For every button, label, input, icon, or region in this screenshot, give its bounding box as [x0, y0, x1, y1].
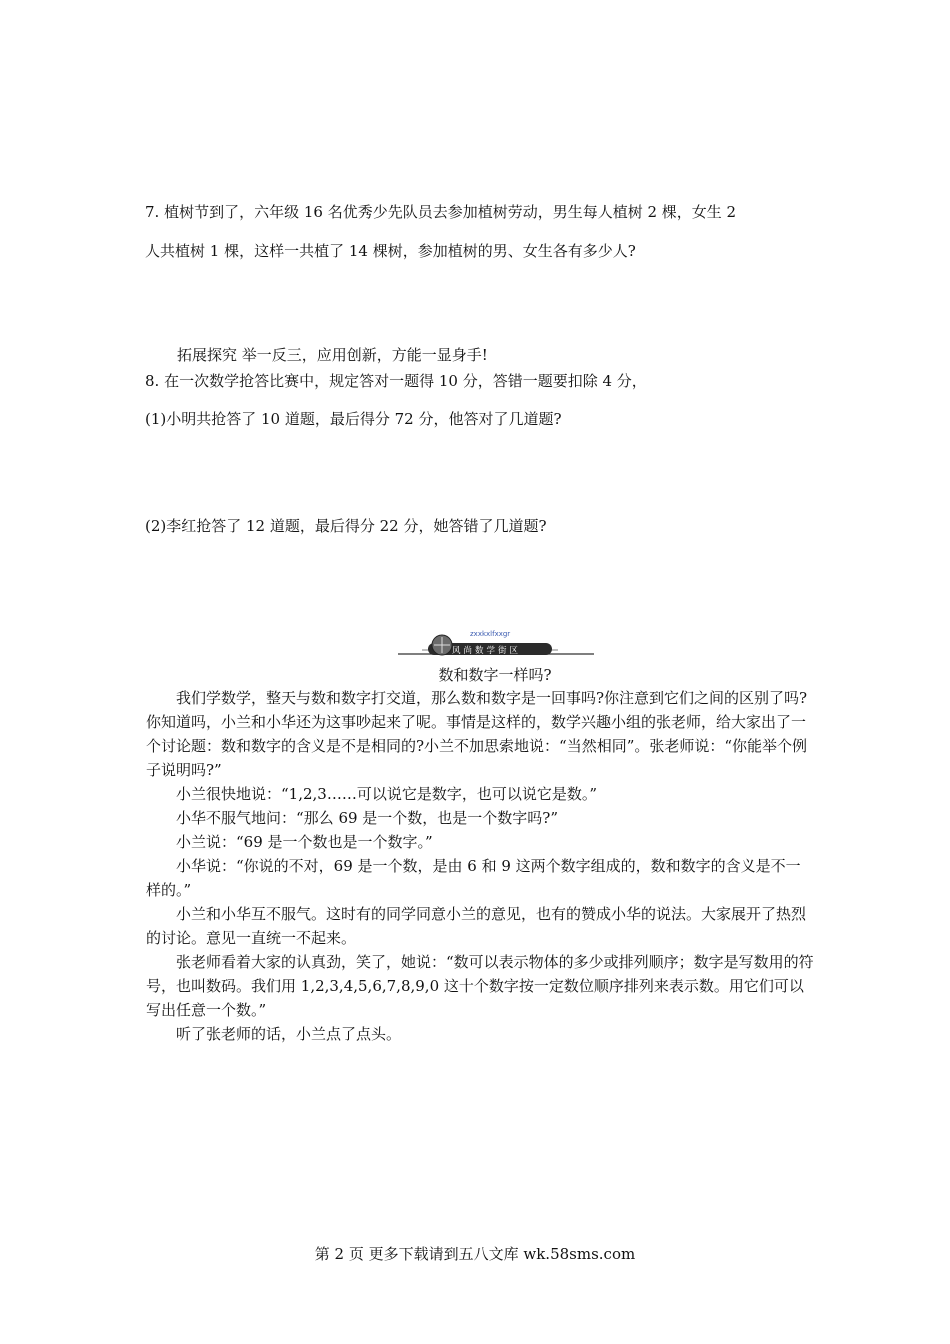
reading-paragraph: 小华说：“你说的不对，69 是一个数，是由 6 和 9 这两个数字组成的，数和数字的含义是不一样的。”	[146, 857, 801, 899]
reading-paragraph: 听了张老师的话，小兰点了点头。	[176, 1025, 402, 1043]
question-8: 8. 在一次数学抢答比赛中，规定答对一题得 10 分，答错一题要扣除 4 分，	[145, 372, 647, 390]
page-footer: 第 2 页 更多下载请到五八文库 wk.58sms.com	[314, 1245, 636, 1263]
banner-label: 风尚数学街区	[452, 646, 522, 656]
reading-paragraph: 小兰说：“69 是一个数也是一个数字。”	[176, 833, 433, 851]
banner-small-text: zxxkxlfxxgr	[470, 630, 511, 638]
reading-paragraph: 小华不服气地问：“那么 69 是一个数，也是一个数字吗?”	[176, 809, 559, 827]
question-7-line-1: 7. 植树节到了，六年级 16 名优秀少先队员去参加植树劳动，男生每人植树 2 棵，女生 2	[145, 203, 737, 221]
extension-heading: 拓展探究 举一反三，应用创新，方能一显身手!	[177, 346, 488, 364]
reading-paragraph: 我们学数学，整天与数和数字打交道，那么数和数字是一回事吗?你注意到它们之间的区别了吗?你知道吗，小兰和小华还为这事吵起来了呢。事情是这样的，数学兴趣小组的张老师，给大家出了一个讨论题：数和数字的含义是不是相同的?小兰不加思索地说：“当然相同”。张老师说：“你能举个例子说明吗?”	[146, 689, 808, 779]
reading-title: 数和数字一样吗?	[438, 666, 552, 684]
question-7-line-2: 人共植树 1 棵，这样一共植了 14 棵树，参加植树的男、女生各有多少人?	[145, 242, 636, 260]
reading-body	[146, 686, 814, 1046]
question-8-part-1: (1)小明共抢答了 10 道题，最后得分 72 分，他答对了几道题?	[145, 410, 562, 428]
question-8-part-2: (2)李红抢答了 12 道题，最后得分 22 分，她答错了几道题?	[145, 517, 547, 535]
reading-paragraph: 张老师看着大家的认真劲，笑了，她说：“数可以表示物体的多少或排列顺序；数字是写数用的符号，也叫数码。我们用 1,2,3,4,5,6,7,8,9,0 这十个数字按一定数位顺序排列来表示数。用它们可以写出任意一个数。”	[146, 953, 814, 1019]
reading-paragraph: 小兰很快地说：“1,2,3……可以说它是数字，也可以说它是数。”	[176, 785, 598, 803]
reading-paragraph: 小兰和小华互不服气。这时有的同学同意小兰的意见，也有的赞成小华的说法。大家展开了热烈的讨论。意见一直统一不起来。	[146, 905, 807, 947]
math-street-banner	[398, 626, 594, 660]
